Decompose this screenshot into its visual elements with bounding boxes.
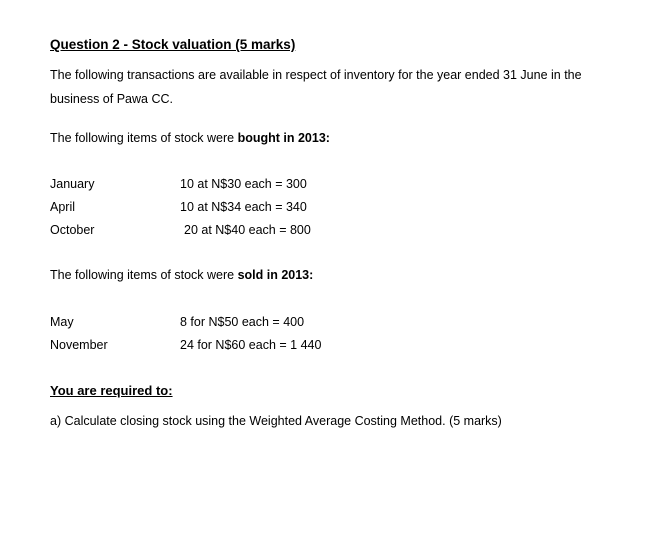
sold-detail: 8 for N$50 each = 400 [180,315,305,329]
sold-detail: 24 for N$60 each = 1 440 [180,338,322,352]
sold-month: May [50,315,74,329]
requirement-task: a) Calculate closing stock using the Weighted Average Costing Method. (5 marks) [50,414,502,428]
bought-detail: 10 at N$30 each = 300 [180,177,307,191]
bought-detail: 10 at N$34 each = 340 [180,200,307,214]
requirements-heading: You are required to: [50,383,173,398]
question-title: Question 2 - Stock valuation (5 marks) [50,37,296,52]
bought-month: October [50,223,95,237]
bought-detail: 20 at N$40 each = 800 [184,223,311,237]
sold-intro-text: The following items of stock were [50,268,238,282]
bought-month: January [50,177,95,191]
bought-month: April [50,200,76,214]
sold-intro [50,268,313,282]
sold-month: November [50,338,108,352]
bought-intro-bold: bought in 2013: [237,131,330,145]
sold-intro-bold: sold in 2013: [237,268,314,282]
bought-intro [50,131,330,145]
question-description: The following transactions are available in respect of inventory for the year ended 31 June in the business of Pawa CC. [50,68,582,106]
bought-intro-text: The following items of stock were [50,131,238,145]
